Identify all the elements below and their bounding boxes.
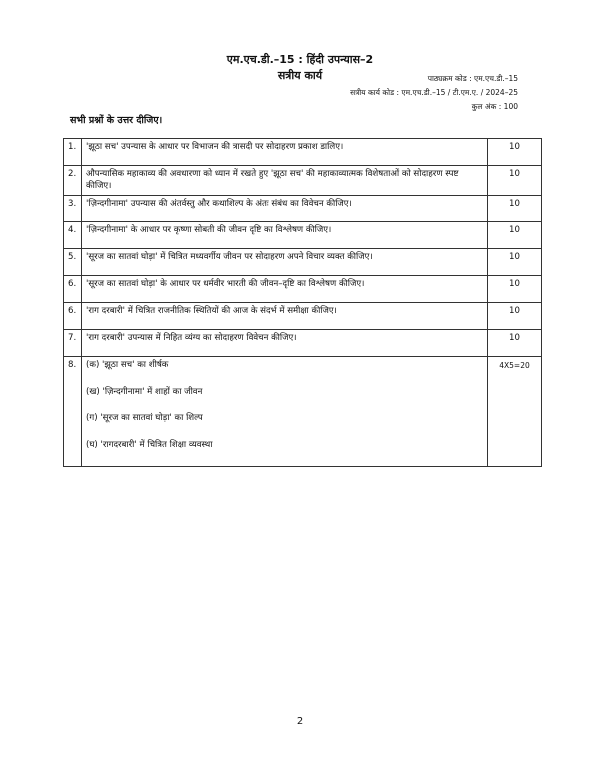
table-row <box>64 357 542 467</box>
question-marks: 10 <box>488 166 542 196</box>
table-row <box>64 222 542 249</box>
subpart-text: (ख) 'ज़िन्दगीनामा' में शाहों का जीवन <box>86 386 203 397</box>
table-row <box>64 139 542 166</box>
question-number: 5. <box>64 249 82 276</box>
question-number: 6. <box>64 303 82 330</box>
table-row <box>64 166 542 196</box>
table-row <box>64 303 542 330</box>
question-text: 'सूरज का सातवां घोड़ा' के आधार पर धर्मवीर भारती की जीवन–दृष्टि का विश्लेषण कीजिए। <box>82 276 488 303</box>
question-marks: 10 <box>488 330 542 357</box>
question-number: 8. <box>64 357 82 467</box>
question-text: 'ज़िन्दगीनामा' के आधार पर कृष्णा सोबती की जीवन दृष्टि का विश्लेषण कीजिए। <box>82 222 488 249</box>
table-row <box>64 196 542 222</box>
subpart-text: (घ) 'रागदरबारी' में चित्रित शिक्षा व्यवस्था <box>86 439 213 450</box>
question-marks: 10 <box>488 222 542 249</box>
document-subtitle: सत्रीय कार्य <box>277 69 323 82</box>
question-marks: 10 <box>488 276 542 303</box>
instruction: सभी प्रश्नों के उत्तर दीजिए। <box>70 115 163 126</box>
question-text: 'झूठा सच' उपन्यास के आधार पर विभाजन की त्रासदी पर सोदाहरण प्रकाश डालिए। <box>82 139 488 166</box>
question-subparts <box>82 357 488 467</box>
question-marks: 10 <box>488 303 542 330</box>
table-row <box>64 276 542 303</box>
question-marks: 10 <box>488 196 542 222</box>
page-number: 2 <box>296 716 304 727</box>
question-text: औपन्यासिक महाकाव्य की अवधारणा को ध्यान में रखते हुए 'झूठा सच' की महाकाव्यात्मक विशेषताओं को सोदाहरण स्पष्ट कीजिए। <box>82 166 488 196</box>
question-number: 3. <box>64 196 82 222</box>
subpart-text: (क) 'झूठा सच' का शीर्षक <box>86 360 169 371</box>
question-marks: 10 <box>488 139 542 166</box>
question-text: 'ज़िन्दगीनामा' उपन्यास की अंतर्वस्तु और कथाशिल्प के अंतः संबंध का विवेचन कीजिए। <box>82 196 488 222</box>
table-row <box>64 330 542 357</box>
question-number: 6. <box>64 276 82 303</box>
question-text: 'सूरज का सातवां घोड़ा' में चित्रित मध्यवर्गीय जीवन पर सोदाहरण अपने विचार व्यक्त कीजिए। <box>82 249 488 276</box>
subpart-text: (ग) 'सूरज का सातवां घोड़ा' का शिल्प <box>86 413 203 424</box>
question-number: 1. <box>64 139 82 166</box>
question-marks: 10 <box>488 249 542 276</box>
table-row <box>64 249 542 276</box>
question-number: 7. <box>64 330 82 357</box>
total-marks: कुल अंक : 100 <box>471 102 518 111</box>
question-text: 'राग दरबारी' में चित्रित राजनीतिक स्थितियों की आज के संदर्भ में समीक्षा कीजिए। <box>82 303 488 330</box>
document-title: एम.एच.डी.–15 : हिंदी उपन्यास–2 <box>226 53 374 66</box>
question-text: 'राग दरबारी' उपन्यास में निहित व्यंग्य का सोदाहरण विवेचन कीजिए। <box>82 330 488 357</box>
question-marks: 4X5=20 <box>488 357 542 467</box>
questions-table <box>63 138 542 467</box>
course-code: पाठ्यक्रम कोड : एम.एच.डी.–15 <box>427 74 518 83</box>
question-number: 4. <box>64 222 82 249</box>
question-number: 2. <box>64 166 82 196</box>
assignment-code: सत्रीय कार्य कोड : एम.एच.डी.–15 / टी.एम.ए. / 2024–25 <box>350 88 518 97</box>
